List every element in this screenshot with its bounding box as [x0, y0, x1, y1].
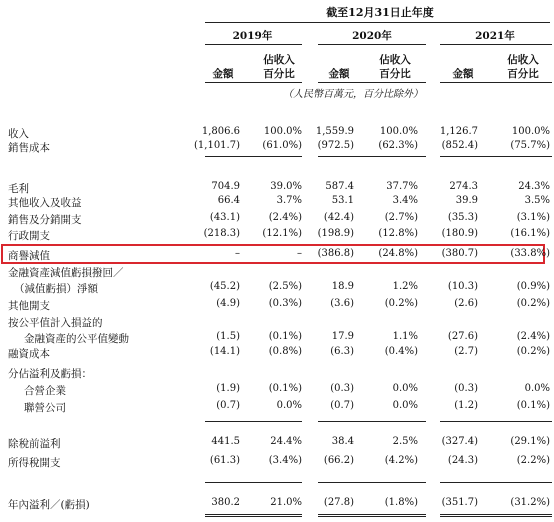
- amount-cell: (380.7): [441, 248, 478, 259]
- percent-cell: (16.1%): [510, 228, 550, 239]
- pretax-rule-2019: [205, 421, 302, 422]
- amount-cell: (2.7): [454, 346, 478, 357]
- amount-header-2020: 金額: [328, 68, 350, 80]
- percent-cell: (0.9%): [516, 281, 550, 292]
- row-label: 融資成本: [8, 348, 50, 360]
- amount-cell: (1.9): [216, 383, 240, 394]
- amount-cell: (972.5): [317, 140, 354, 151]
- pct-header-2021-line1: 佔收入: [507, 54, 539, 66]
- final-rule-2020: [318, 514, 426, 517]
- amount-cell: (180.9): [441, 228, 478, 239]
- percent-cell: (2.5%): [268, 281, 302, 292]
- amount-cell: (45.2): [209, 281, 240, 292]
- percent-cell: 21.0%: [270, 497, 302, 508]
- amount-cell: (27.6): [447, 331, 478, 342]
- cost-subtotal-rule-2020: [318, 156, 426, 157]
- percent-cell: (31.2%): [510, 497, 550, 508]
- amount-cell: (10.3): [447, 281, 478, 292]
- percent-cell: (0.2%): [516, 346, 550, 357]
- unit-note: （人民幣百萬元，百分比除外）: [283, 89, 423, 100]
- row-label-continuation: 金融資產的公平值變動: [24, 333, 129, 345]
- final-rule-2021: [440, 514, 552, 517]
- percent-cell: (2.4%): [268, 212, 302, 223]
- year-2020: 2020年: [352, 30, 392, 42]
- amount-cell: (0.3): [454, 383, 478, 394]
- amount-cell: (43.1): [209, 212, 240, 223]
- percent-cell: 0.0%: [276, 400, 302, 411]
- subheader-rule-2019: [205, 82, 302, 83]
- percent-cell: (2.4%): [516, 331, 550, 342]
- amount-cell: (66.2): [323, 455, 354, 466]
- percent-cell: 2.5%: [392, 436, 418, 447]
- percent-cell: 3.7%: [276, 195, 302, 206]
- pretax-rule-2021: [440, 421, 552, 422]
- percent-cell: 3.4%: [392, 195, 418, 206]
- tax-rule-2020: [318, 482, 426, 483]
- row-label-continuation: （減值虧損）淨額: [14, 283, 98, 295]
- percent-cell: 100.0%: [511, 126, 550, 137]
- amount-cell: (1.2): [454, 400, 478, 411]
- row-label: 合營企業: [24, 385, 66, 397]
- amount-cell: (35.3): [447, 212, 478, 223]
- percent-cell: 0.0%: [392, 383, 418, 394]
- percent-cell: 39.0%: [270, 181, 302, 192]
- cost-subtotal-rule-2019: [205, 156, 302, 157]
- year-2019-rule: [205, 44, 302, 45]
- year-2020-rule: [318, 44, 426, 45]
- amount-cell: (1.5): [216, 331, 240, 342]
- amount-cell: 17.9: [331, 331, 354, 342]
- percent-cell: (61.0%): [262, 140, 302, 151]
- percent-cell: (2.2%): [516, 455, 550, 466]
- amount-cell: (4.9): [216, 298, 240, 309]
- row-label: 金融資產減值虧損撥回／: [8, 267, 124, 279]
- pct-header-2020-line2: 百分比: [379, 68, 411, 80]
- percent-cell: 1.2%: [392, 281, 418, 292]
- amount-cell: (852.4): [441, 140, 478, 151]
- amount-cell: 66.4: [217, 195, 240, 206]
- row-label: 銷售成本: [8, 142, 50, 154]
- amount-cell: (6.3): [330, 346, 354, 357]
- percent-cell: 100.0%: [379, 126, 418, 137]
- percent-cell: (0.1%): [268, 383, 302, 394]
- amount-cell: (14.1): [209, 346, 240, 357]
- percent-cell: 24.3%: [518, 181, 550, 192]
- amount-cell: (27.8): [323, 497, 354, 508]
- percent-cell: (0.3%): [268, 298, 302, 309]
- percent-cell: (1.8%): [384, 497, 418, 508]
- amount-cell: (24.3): [447, 455, 478, 466]
- percent-cell: 100.0%: [263, 126, 302, 137]
- amount-cell: (218.3): [203, 228, 240, 239]
- percent-cell: (4.2%): [384, 455, 418, 466]
- amount-cell: 380.2: [211, 497, 240, 508]
- percent-cell: (0.1%): [516, 400, 550, 411]
- pct-header-2019-line2: 百分比: [263, 68, 295, 80]
- percent-cell: (33.8%): [510, 248, 550, 259]
- amount-cell: (386.8): [317, 248, 354, 259]
- amount-header-2019: 金額: [212, 68, 234, 80]
- row-label: 所得稅開支: [8, 457, 61, 469]
- percent-cell: (0.4%): [384, 346, 418, 357]
- amount-cell: (327.4): [441, 436, 478, 447]
- tax-rule-2019: [205, 482, 302, 483]
- row-label: 收入: [8, 128, 29, 140]
- year-2021-rule: [440, 44, 552, 45]
- year-2019: 2019年: [232, 30, 273, 42]
- amount-cell: 1,806.6: [201, 126, 240, 137]
- percent-cell: 0.0%: [524, 383, 550, 394]
- row-label: 分佔溢利及虧損：: [8, 368, 92, 380]
- pct-header-2019-line1: 佔收入: [263, 54, 295, 66]
- row-label: 行政開支: [8, 230, 50, 242]
- tax-rule-2021: [440, 482, 552, 483]
- year-2021: 2021年: [475, 30, 515, 42]
- amount-cell: (2.6): [454, 298, 478, 309]
- amount-cell: (351.7): [441, 497, 478, 508]
- pretax-rule-2020: [318, 421, 426, 422]
- amount-cell: (0.7): [216, 400, 240, 411]
- percent-cell: (2.7%): [384, 212, 418, 223]
- percent-cell: –: [297, 248, 302, 259]
- subheader-rule-2021: [440, 82, 552, 83]
- row-label: 其他開支: [8, 300, 50, 312]
- amount-header-2021: 金額: [452, 68, 474, 80]
- amount-cell: 587.4: [325, 181, 354, 192]
- final-rule-2019: [205, 514, 302, 517]
- amount-cell: (3.6): [330, 298, 354, 309]
- percent-cell: (3.4%): [268, 455, 302, 466]
- amount-cell: 53.1: [331, 195, 354, 206]
- row-label: 毛利: [8, 183, 29, 195]
- row-label: 商譽減值: [8, 250, 50, 262]
- subheader-rule-2020: [318, 82, 426, 83]
- row-label: 聯營公司: [24, 402, 66, 414]
- percent-cell: 0.0%: [392, 400, 418, 411]
- pct-header-2020-line1: 佔收入: [379, 54, 411, 66]
- percent-cell: (0.1%): [268, 331, 302, 342]
- amount-cell: 441.5: [211, 436, 240, 447]
- amount-cell: (198.9): [317, 228, 354, 239]
- period-title-rule: [205, 22, 550, 23]
- row-label: 除稅前溢利: [8, 438, 61, 450]
- percent-cell: (0.2%): [516, 298, 550, 309]
- amount-cell: –: [235, 248, 240, 259]
- percent-cell: 24.4%: [270, 436, 302, 447]
- amount-cell: (0.3): [330, 383, 354, 394]
- amount-cell: 38.4: [331, 436, 354, 447]
- amount-cell: 1,559.9: [315, 126, 354, 137]
- cost-subtotal-rule-2021: [440, 156, 552, 157]
- pct-header-2021-line2: 百分比: [507, 68, 539, 80]
- percent-cell: (3.1%): [516, 212, 550, 223]
- row-label: 按公平值計入損益的: [8, 317, 103, 329]
- percent-cell: (12.8%): [378, 228, 418, 239]
- amount-cell: 18.9: [331, 281, 354, 292]
- row-label: 銷售及分銷開支: [8, 214, 82, 226]
- percent-cell: (75.7%): [510, 140, 550, 151]
- percent-cell: 1.1%: [392, 331, 418, 342]
- percent-cell: 3.5%: [524, 195, 550, 206]
- percent-cell: (29.1%): [510, 436, 550, 447]
- row-label: 其他收入及收益: [8, 197, 82, 209]
- amount-cell: 39.9: [455, 195, 478, 206]
- percent-cell: (0.8%): [268, 346, 302, 357]
- amount-cell: (42.4): [323, 212, 354, 223]
- percent-cell: (24.8%): [378, 248, 418, 259]
- amount-cell: (61.3): [209, 455, 240, 466]
- percent-cell: (62.3%): [378, 140, 418, 151]
- period-title: 截至12月31日止年度: [326, 6, 434, 19]
- amount-cell: (1,101.7): [194, 140, 240, 151]
- amount-cell: 1,126.7: [439, 126, 478, 137]
- amount-cell: (0.7): [330, 400, 354, 411]
- percent-cell: (12.1%): [262, 228, 302, 239]
- row-label: 年內溢利／(虧損): [8, 499, 90, 511]
- amount-cell: 274.3: [449, 181, 478, 192]
- amount-cell: 704.9: [211, 181, 240, 192]
- percent-cell: (0.2%): [384, 298, 418, 309]
- percent-cell: 37.7%: [386, 181, 418, 192]
